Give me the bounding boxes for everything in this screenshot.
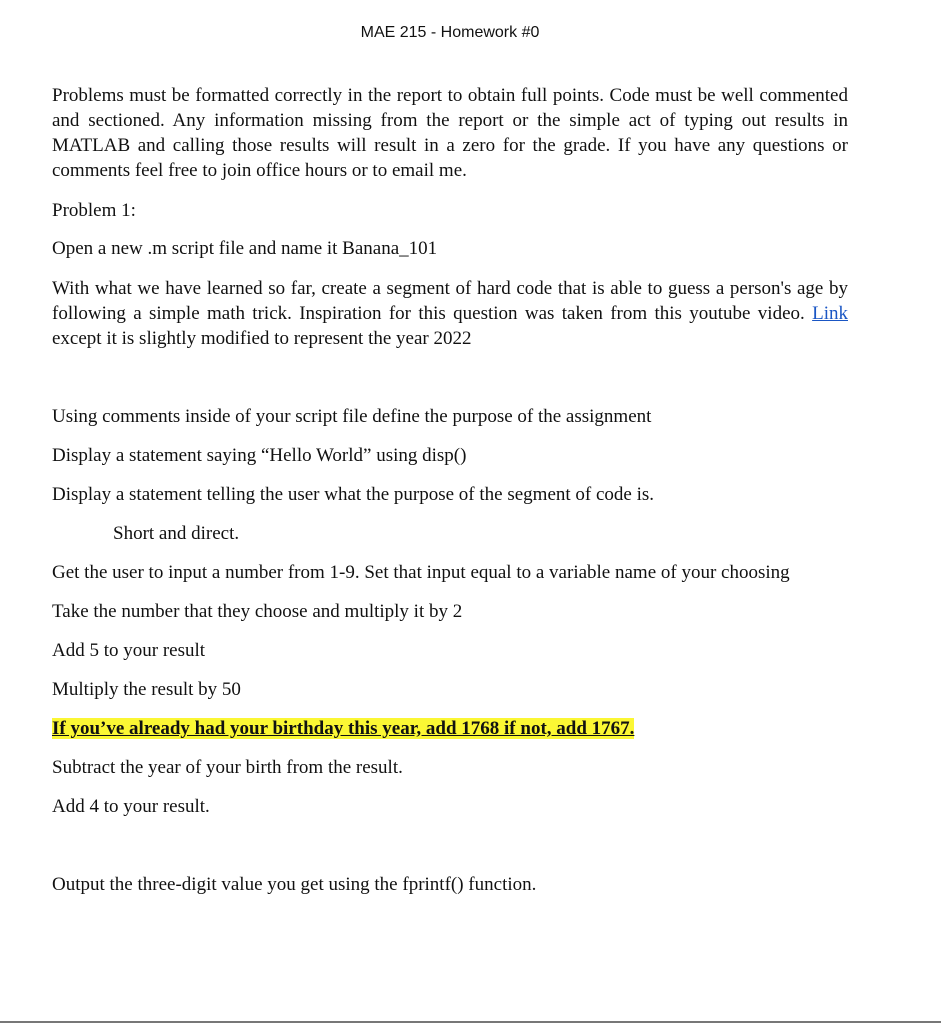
step-define-purpose: Using comments inside of your script file define the purpose of the assignment bbox=[52, 406, 652, 427]
step-add-four: Add 4 to your result. bbox=[52, 796, 210, 817]
output-instruction: Output the three-digit value you get using the fprintf() function. bbox=[52, 874, 537, 895]
step-hello-world: Display a statement saying “Hello World” using disp() bbox=[52, 445, 467, 466]
step-short-direct: Short and direct. bbox=[113, 523, 240, 544]
description-text-end: except it is slightly modified to represent the year 2022 bbox=[52, 328, 472, 349]
step-user-input: Get the user to input a number from 1-9. Set that input equal to a variable name of your choosing bbox=[52, 562, 790, 583]
step-display-purpose: Display a statement telling the user what the purpose of the segment of code is. bbox=[52, 484, 655, 505]
step-birthday-highlight bbox=[52, 718, 848, 740]
step-multiply-fifty: Multiply the result by 50 bbox=[52, 679, 241, 700]
intro-paragraph: Problems must be formatted correctly in the report to obtain full points. Code must be well commented and sectioned. Any information missing from the report or the simple act of typing out results in MATLAB and calling those results will result in a zero for the grade. If you have any questions or comments feel free to join office hours or to email me. bbox=[52, 85, 848, 181]
youtube-video-link[interactable]: Link bbox=[812, 303, 848, 324]
problem-description bbox=[52, 276, 848, 351]
problem-heading: Problem 1: bbox=[52, 200, 136, 221]
step-subtract-birth-year: Subtract the year of your birth from the result. bbox=[52, 757, 403, 778]
step-multiply-two: Take the number that they choose and multiply it by 2 bbox=[52, 601, 463, 622]
description-text: With what we have learned so far, create a segment of hard code that is able to guess a person's age by following a simple math trick. Inspiration for this question was taken from this youtube video. bbox=[52, 278, 848, 324]
open-script-instruction: Open a new .m script file and name it Banana_101 bbox=[52, 238, 438, 259]
step-add-five: Add 5 to your result bbox=[52, 640, 206, 661]
page-bottom-border bbox=[0, 1021, 941, 1023]
highlighted-text: If you’ve already had your birthday this year, add 1768 if not, add 1767. bbox=[52, 718, 635, 739]
page-header-title: MAE 215 - Homework #0 bbox=[360, 24, 540, 41]
